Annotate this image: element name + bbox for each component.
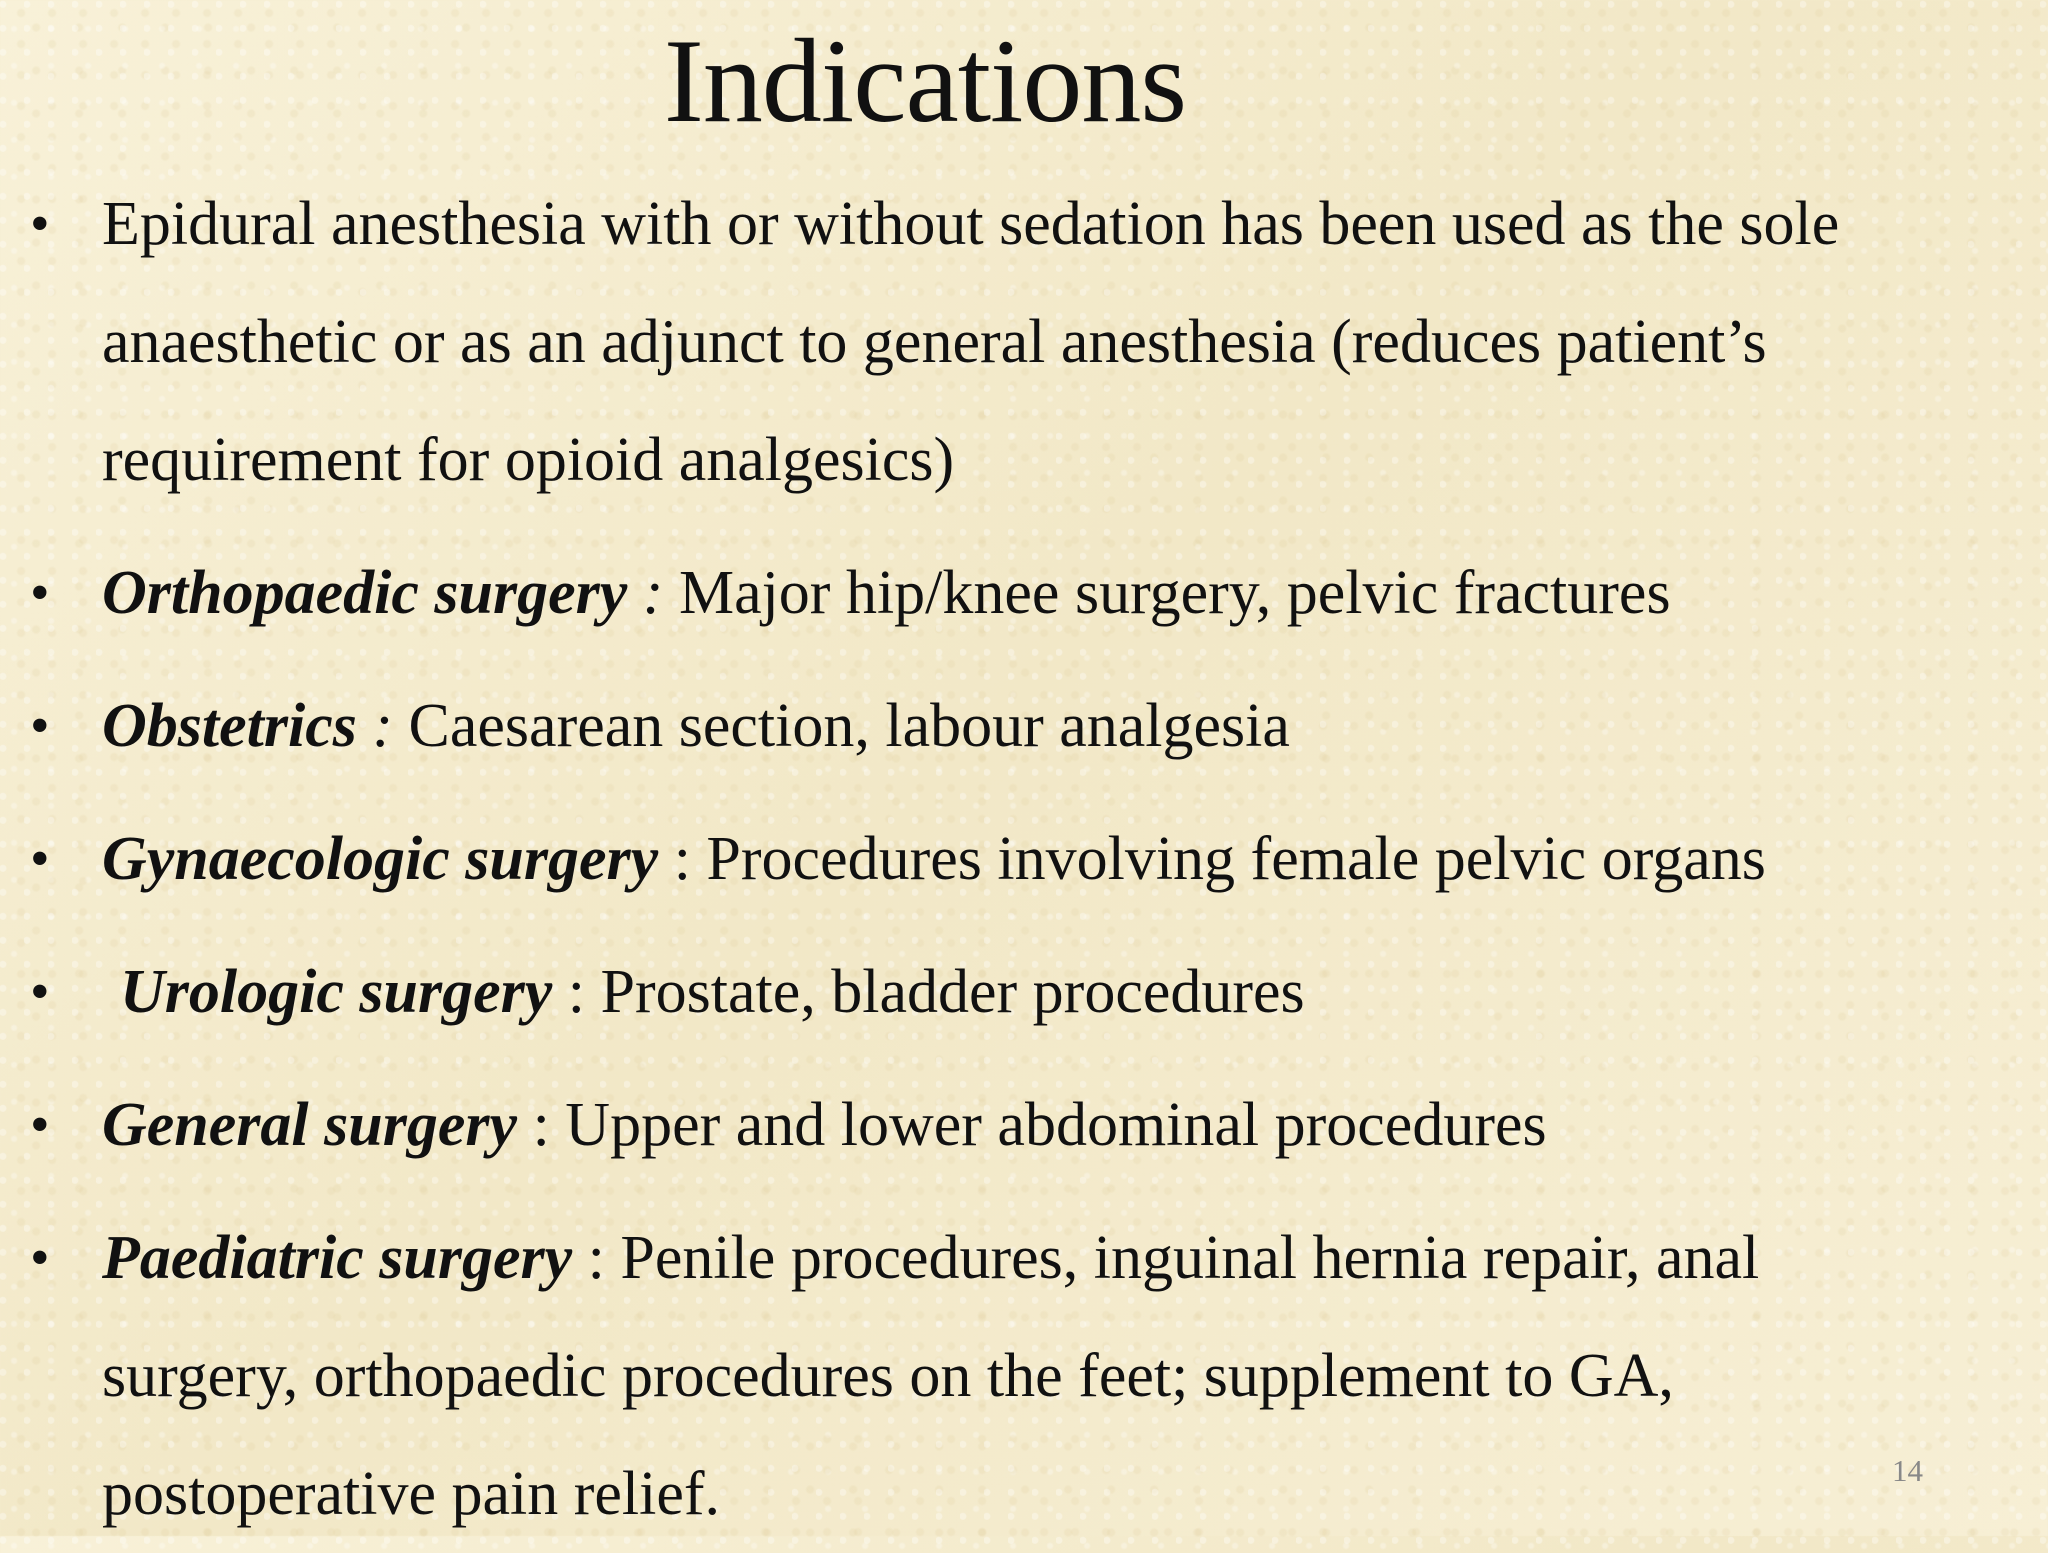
list-item-gynaecologic-surgery [30, 800, 1950, 918]
indication-separator: : [356, 692, 394, 760]
indication-term: Urologic surgery [120, 958, 553, 1026]
list-item-paediatric-surgery [30, 1199, 1950, 1553]
indication-detail: Procedures involving female pelvic organs [690, 825, 1766, 893]
list-item-obstetrics [30, 667, 1950, 785]
bullet-icon: • [30, 193, 50, 255]
indication-detail: Caesarean section, labour analgesia [393, 692, 1290, 760]
page-number: 14 [1892, 1453, 1923, 1488]
indication-term: Gynaecologic surgery [102, 825, 659, 893]
indication-term: Obstetrics [102, 692, 357, 760]
bullet-icon: • [30, 1227, 50, 1289]
indication-term: Paediatric surgery [102, 1224, 573, 1292]
bullet-icon: • [30, 695, 50, 757]
indication-detail: Major hip/knee surgery, pelvic fractures [663, 559, 1671, 627]
indication-separator: : [572, 1224, 605, 1292]
list-item-general-surgery [30, 1066, 1950, 1184]
bullet-text: Epidural anesthesia with or without sedation has been used as the sole anaesthetic or as an adjunct to general anesthesia (reduces patient’s requirement for opioid analgesics) [102, 190, 1840, 494]
bullet-icon: • [30, 1094, 50, 1156]
list-item-urologic-surgery [30, 933, 1950, 1051]
indication-detail: Upper and lower abdominal procedures [549, 1091, 1547, 1159]
bullet-icon: • [30, 562, 50, 624]
slide-title: Indications [663, 14, 1187, 147]
indication-separator: : [517, 1091, 550, 1159]
indication-term: General surgery [102, 1091, 518, 1159]
list-item-epidural-anesthesia [30, 165, 1950, 519]
indication-separator: : [658, 825, 691, 893]
indication-detail: Prostate, bladder procedures [585, 958, 1305, 1026]
indications-list [30, 165, 1950, 1553]
indication-term: Orthopaedic surgery [102, 559, 628, 627]
indication-detail: Penile procedures, inguinal hernia repair, anal surgery, orthopaedic procedures on the feet; supplement to GA, postoperative pain relief. [102, 1224, 1760, 1528]
list-item-orthopaedic-surgery [30, 534, 1950, 652]
bullet-icon: • [30, 961, 50, 1023]
indication-separator: : [552, 958, 586, 1026]
indication-separator: : [627, 559, 664, 627]
bullet-icon: • [30, 828, 50, 890]
